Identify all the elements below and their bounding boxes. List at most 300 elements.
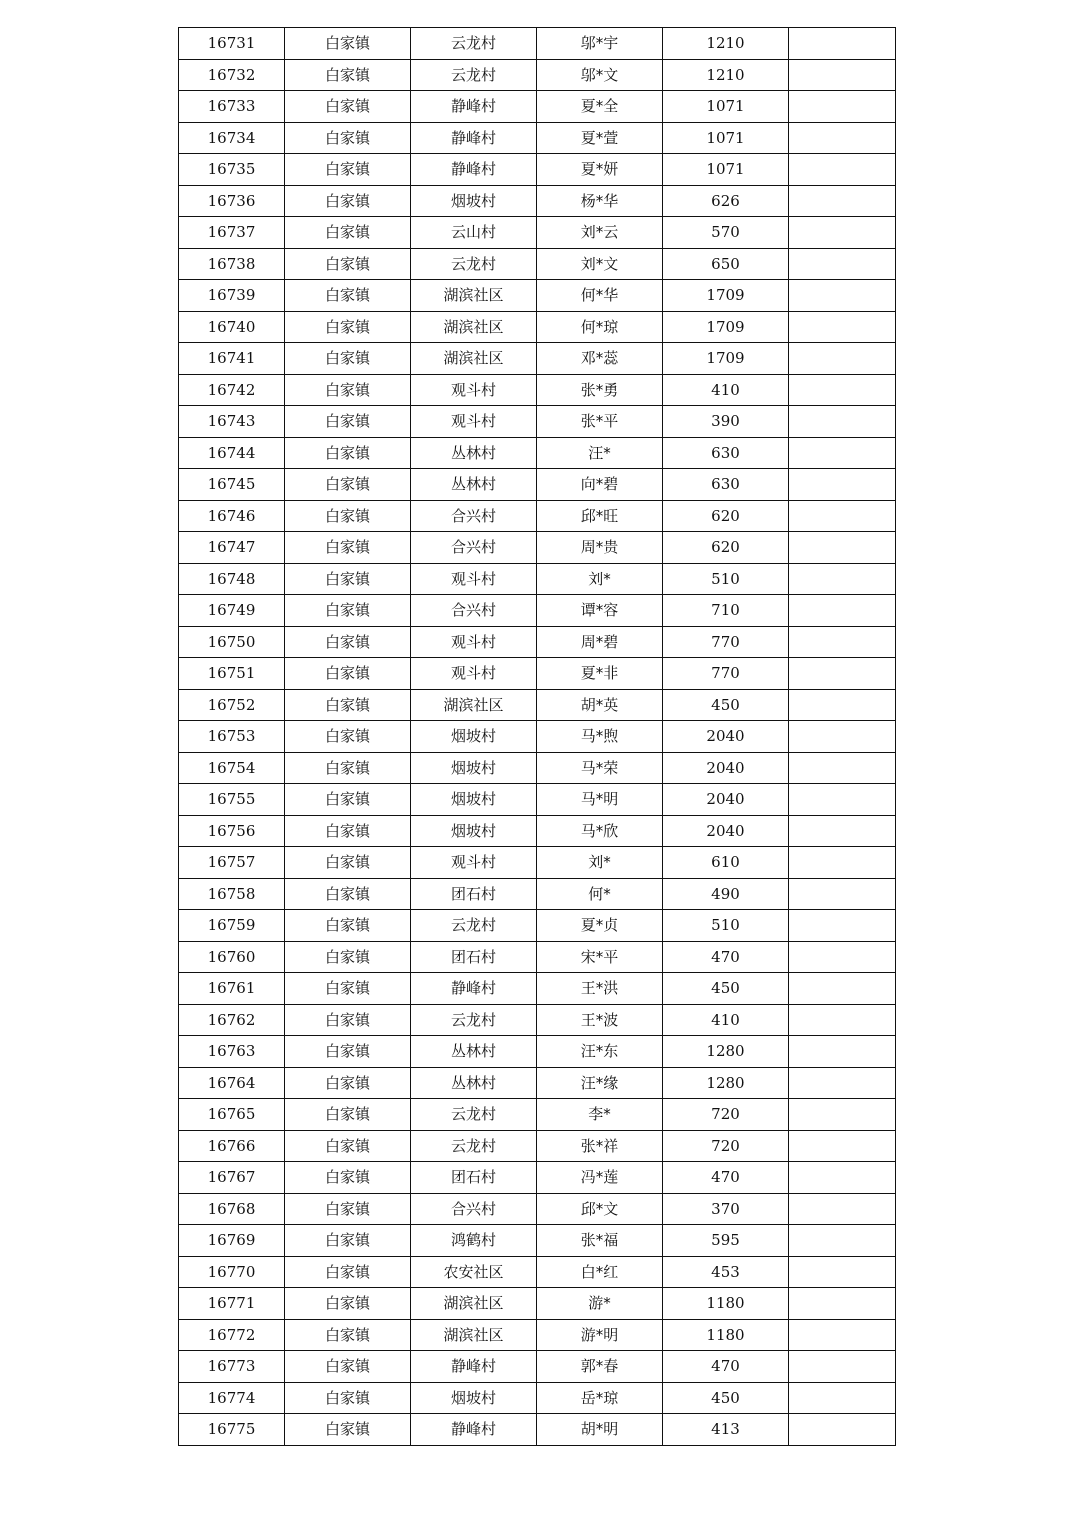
cell-village: 烟坡村 bbox=[411, 784, 537, 816]
cell-note bbox=[789, 122, 896, 154]
cell-note bbox=[789, 847, 896, 879]
cell-name: 邓*蕊 bbox=[537, 343, 663, 375]
cell-name: 张*勇 bbox=[537, 374, 663, 406]
cell-note bbox=[789, 91, 896, 123]
cell-amount: 630 bbox=[663, 469, 789, 501]
cell-amount: 1071 bbox=[663, 91, 789, 123]
table-row bbox=[179, 752, 896, 784]
cell-amount: 510 bbox=[663, 910, 789, 942]
table-row bbox=[179, 1193, 896, 1225]
cell-note bbox=[789, 374, 896, 406]
cell-amount: 450 bbox=[663, 973, 789, 1005]
cell-village: 丛林村 bbox=[411, 1067, 537, 1099]
cell-village: 湖滨社区 bbox=[411, 1288, 537, 1320]
cell-amount: 770 bbox=[663, 658, 789, 690]
cell-id: 16734 bbox=[179, 122, 285, 154]
cell-village: 静峰村 bbox=[411, 154, 537, 186]
cell-name: 何*琼 bbox=[537, 311, 663, 343]
cell-name: 何*华 bbox=[537, 280, 663, 312]
cell-town: 白家镇 bbox=[285, 595, 411, 627]
cell-name: 向*碧 bbox=[537, 469, 663, 501]
cell-note bbox=[789, 1414, 896, 1446]
cell-town: 白家镇 bbox=[285, 154, 411, 186]
cell-name: 周*贵 bbox=[537, 532, 663, 564]
cell-town: 白家镇 bbox=[285, 626, 411, 658]
table-row bbox=[179, 1067, 896, 1099]
cell-town: 白家镇 bbox=[285, 1067, 411, 1099]
table-row bbox=[179, 1382, 896, 1414]
cell-note bbox=[789, 1256, 896, 1288]
cell-town: 白家镇 bbox=[285, 280, 411, 312]
cell-town: 白家镇 bbox=[285, 28, 411, 60]
cell-name: 刘*云 bbox=[537, 217, 663, 249]
table-row bbox=[179, 406, 896, 438]
cell-village: 观斗村 bbox=[411, 658, 537, 690]
cell-note bbox=[789, 658, 896, 690]
cell-town: 白家镇 bbox=[285, 910, 411, 942]
cell-town: 白家镇 bbox=[285, 1414, 411, 1446]
table-row bbox=[179, 437, 896, 469]
cell-amount: 370 bbox=[663, 1193, 789, 1225]
cell-village: 农安社区 bbox=[411, 1256, 537, 1288]
cell-id: 16761 bbox=[179, 973, 285, 1005]
cell-town: 白家镇 bbox=[285, 1130, 411, 1162]
cell-town: 白家镇 bbox=[285, 847, 411, 879]
cell-note bbox=[789, 1099, 896, 1131]
cell-town: 白家镇 bbox=[285, 217, 411, 249]
cell-town: 白家镇 bbox=[285, 1162, 411, 1194]
cell-village: 湖滨社区 bbox=[411, 689, 537, 721]
cell-id: 16774 bbox=[179, 1382, 285, 1414]
table-row bbox=[179, 1351, 896, 1383]
cell-town: 白家镇 bbox=[285, 311, 411, 343]
cell-note bbox=[789, 406, 896, 438]
cell-name: 郭*春 bbox=[537, 1351, 663, 1383]
cell-id: 16748 bbox=[179, 563, 285, 595]
cell-town: 白家镇 bbox=[285, 784, 411, 816]
cell-town: 白家镇 bbox=[285, 815, 411, 847]
cell-name: 岳*琼 bbox=[537, 1382, 663, 1414]
cell-name: 张*平 bbox=[537, 406, 663, 438]
cell-village: 观斗村 bbox=[411, 406, 537, 438]
cell-town: 白家镇 bbox=[285, 689, 411, 721]
cell-village: 合兴村 bbox=[411, 500, 537, 532]
cell-amount: 595 bbox=[663, 1225, 789, 1257]
cell-town: 白家镇 bbox=[285, 185, 411, 217]
cell-id: 16752 bbox=[179, 689, 285, 721]
cell-name: 邱*旺 bbox=[537, 500, 663, 532]
cell-note bbox=[789, 248, 896, 280]
cell-id: 16745 bbox=[179, 469, 285, 501]
cell-id: 16733 bbox=[179, 91, 285, 123]
cell-name: 汪*缘 bbox=[537, 1067, 663, 1099]
table-row bbox=[179, 248, 896, 280]
cell-note bbox=[789, 1319, 896, 1351]
cell-name: 胡*英 bbox=[537, 689, 663, 721]
cell-village: 云龙村 bbox=[411, 59, 537, 91]
cell-name: 汪* bbox=[537, 437, 663, 469]
cell-id: 16755 bbox=[179, 784, 285, 816]
cell-note bbox=[789, 1004, 896, 1036]
cell-id: 16746 bbox=[179, 500, 285, 532]
cell-note bbox=[789, 280, 896, 312]
cell-amount: 410 bbox=[663, 374, 789, 406]
table-row bbox=[179, 500, 896, 532]
table-row bbox=[179, 343, 896, 375]
cell-id: 16740 bbox=[179, 311, 285, 343]
cell-note bbox=[789, 343, 896, 375]
table-row bbox=[179, 721, 896, 753]
cell-name: 马*欣 bbox=[537, 815, 663, 847]
cell-village: 合兴村 bbox=[411, 1193, 537, 1225]
cell-name: 周*碧 bbox=[537, 626, 663, 658]
cell-amount: 510 bbox=[663, 563, 789, 595]
cell-town: 白家镇 bbox=[285, 437, 411, 469]
cell-id: 16732 bbox=[179, 59, 285, 91]
table-row bbox=[179, 847, 896, 879]
cell-note bbox=[789, 311, 896, 343]
cell-village: 云山村 bbox=[411, 217, 537, 249]
cell-id: 16731 bbox=[179, 28, 285, 60]
cell-name: 冯*莲 bbox=[537, 1162, 663, 1194]
cell-village: 烟坡村 bbox=[411, 185, 537, 217]
table-row bbox=[179, 1414, 896, 1446]
cell-id: 16747 bbox=[179, 532, 285, 564]
cell-name: 白*红 bbox=[537, 1256, 663, 1288]
table-row bbox=[179, 1288, 896, 1320]
table-row bbox=[179, 122, 896, 154]
cell-name: 汪*东 bbox=[537, 1036, 663, 1068]
cell-village: 云龙村 bbox=[411, 28, 537, 60]
cell-village: 合兴村 bbox=[411, 595, 537, 627]
cell-id: 16750 bbox=[179, 626, 285, 658]
cell-note bbox=[789, 941, 896, 973]
cell-village: 观斗村 bbox=[411, 847, 537, 879]
cell-note bbox=[789, 500, 896, 532]
cell-town: 白家镇 bbox=[285, 973, 411, 1005]
cell-id: 16738 bbox=[179, 248, 285, 280]
cell-name: 王*洪 bbox=[537, 973, 663, 1005]
cell-name: 游*明 bbox=[537, 1319, 663, 1351]
cell-amount: 630 bbox=[663, 437, 789, 469]
cell-name: 邬*文 bbox=[537, 59, 663, 91]
cell-amount: 1071 bbox=[663, 154, 789, 186]
table-row bbox=[179, 1162, 896, 1194]
cell-village: 静峰村 bbox=[411, 1414, 537, 1446]
cell-amount: 413 bbox=[663, 1414, 789, 1446]
cell-amount: 770 bbox=[663, 626, 789, 658]
table-row bbox=[179, 1319, 896, 1351]
cell-note bbox=[789, 1067, 896, 1099]
table-row bbox=[179, 784, 896, 816]
cell-name: 马*煦 bbox=[537, 721, 663, 753]
cell-village: 烟坡村 bbox=[411, 752, 537, 784]
cell-amount: 2040 bbox=[663, 721, 789, 753]
cell-name: 胡*明 bbox=[537, 1414, 663, 1446]
cell-village: 静峰村 bbox=[411, 91, 537, 123]
cell-name: 张*祥 bbox=[537, 1130, 663, 1162]
cell-amount: 610 bbox=[663, 847, 789, 879]
cell-amount: 453 bbox=[663, 1256, 789, 1288]
cell-amount: 620 bbox=[663, 500, 789, 532]
table-row bbox=[179, 973, 896, 1005]
cell-town: 白家镇 bbox=[285, 343, 411, 375]
table-row bbox=[179, 563, 896, 595]
cell-note bbox=[789, 185, 896, 217]
cell-amount: 570 bbox=[663, 217, 789, 249]
cell-name: 马*荣 bbox=[537, 752, 663, 784]
cell-amount: 390 bbox=[663, 406, 789, 438]
table-row bbox=[179, 626, 896, 658]
cell-note bbox=[789, 1288, 896, 1320]
cell-note bbox=[789, 469, 896, 501]
cell-amount: 1210 bbox=[663, 28, 789, 60]
cell-amount: 1280 bbox=[663, 1036, 789, 1068]
cell-id: 16759 bbox=[179, 910, 285, 942]
cell-town: 白家镇 bbox=[285, 1225, 411, 1257]
cell-note bbox=[789, 878, 896, 910]
cell-id: 16763 bbox=[179, 1036, 285, 1068]
cell-amount: 710 bbox=[663, 595, 789, 627]
table-row bbox=[179, 59, 896, 91]
table-row bbox=[179, 28, 896, 60]
cell-id: 16736 bbox=[179, 185, 285, 217]
cell-amount: 2040 bbox=[663, 815, 789, 847]
table-row bbox=[179, 154, 896, 186]
table-row bbox=[179, 910, 896, 942]
cell-name: 游* bbox=[537, 1288, 663, 1320]
table-row bbox=[179, 374, 896, 406]
cell-town: 白家镇 bbox=[285, 122, 411, 154]
table-row bbox=[179, 1225, 896, 1257]
cell-village: 云龙村 bbox=[411, 248, 537, 280]
table-body bbox=[179, 28, 896, 1446]
cell-name: 张*福 bbox=[537, 1225, 663, 1257]
cell-note bbox=[789, 563, 896, 595]
table-row bbox=[179, 311, 896, 343]
cell-town: 白家镇 bbox=[285, 1099, 411, 1131]
cell-name: 夏*萱 bbox=[537, 122, 663, 154]
cell-village: 丛林村 bbox=[411, 1036, 537, 1068]
table-row bbox=[179, 185, 896, 217]
cell-id: 16758 bbox=[179, 878, 285, 910]
cell-note bbox=[789, 59, 896, 91]
table-row bbox=[179, 280, 896, 312]
data-table bbox=[178, 27, 896, 1446]
table-row bbox=[179, 91, 896, 123]
cell-amount: 450 bbox=[663, 689, 789, 721]
cell-note bbox=[789, 1130, 896, 1162]
table-row bbox=[179, 878, 896, 910]
cell-id: 16770 bbox=[179, 1256, 285, 1288]
cell-amount: 470 bbox=[663, 1351, 789, 1383]
cell-town: 白家镇 bbox=[285, 1288, 411, 1320]
cell-town: 白家镇 bbox=[285, 1256, 411, 1288]
table-row bbox=[179, 1004, 896, 1036]
cell-note bbox=[789, 595, 896, 627]
cell-note bbox=[789, 1382, 896, 1414]
cell-village: 烟坡村 bbox=[411, 815, 537, 847]
cell-id: 16766 bbox=[179, 1130, 285, 1162]
table-row bbox=[179, 941, 896, 973]
cell-note bbox=[789, 626, 896, 658]
cell-town: 白家镇 bbox=[285, 1004, 411, 1036]
cell-id: 16753 bbox=[179, 721, 285, 753]
cell-amount: 490 bbox=[663, 878, 789, 910]
cell-amount: 1180 bbox=[663, 1319, 789, 1351]
table-row bbox=[179, 1099, 896, 1131]
cell-town: 白家镇 bbox=[285, 1319, 411, 1351]
cell-town: 白家镇 bbox=[285, 752, 411, 784]
cell-note bbox=[789, 815, 896, 847]
cell-town: 白家镇 bbox=[285, 469, 411, 501]
cell-amount: 626 bbox=[663, 185, 789, 217]
cell-amount: 2040 bbox=[663, 784, 789, 816]
table-row bbox=[179, 689, 896, 721]
cell-note bbox=[789, 217, 896, 249]
cell-id: 16762 bbox=[179, 1004, 285, 1036]
cell-town: 白家镇 bbox=[285, 532, 411, 564]
cell-note bbox=[789, 28, 896, 60]
cell-village: 静峰村 bbox=[411, 973, 537, 1005]
cell-name: 谭*容 bbox=[537, 595, 663, 627]
cell-id: 16754 bbox=[179, 752, 285, 784]
cell-id: 16751 bbox=[179, 658, 285, 690]
cell-town: 白家镇 bbox=[285, 374, 411, 406]
cell-note bbox=[789, 1225, 896, 1257]
cell-amount: 650 bbox=[663, 248, 789, 280]
cell-name: 邬*宇 bbox=[537, 28, 663, 60]
cell-name: 刘* bbox=[537, 563, 663, 595]
cell-id: 16764 bbox=[179, 1067, 285, 1099]
cell-note bbox=[789, 721, 896, 753]
cell-village: 云龙村 bbox=[411, 1004, 537, 1036]
cell-id: 16772 bbox=[179, 1319, 285, 1351]
cell-village: 云龙村 bbox=[411, 1099, 537, 1131]
cell-amount: 1280 bbox=[663, 1067, 789, 1099]
cell-name: 宋*平 bbox=[537, 941, 663, 973]
cell-town: 白家镇 bbox=[285, 248, 411, 280]
cell-id: 16771 bbox=[179, 1288, 285, 1320]
cell-id: 16769 bbox=[179, 1225, 285, 1257]
cell-village: 湖滨社区 bbox=[411, 343, 537, 375]
cell-name: 夏*非 bbox=[537, 658, 663, 690]
cell-town: 白家镇 bbox=[285, 721, 411, 753]
table-row bbox=[179, 532, 896, 564]
cell-amount: 1709 bbox=[663, 311, 789, 343]
cell-town: 白家镇 bbox=[285, 658, 411, 690]
cell-id: 16743 bbox=[179, 406, 285, 438]
cell-amount: 720 bbox=[663, 1130, 789, 1162]
cell-id: 16775 bbox=[179, 1414, 285, 1446]
cell-village: 鸿鹤村 bbox=[411, 1225, 537, 1257]
cell-village: 静峰村 bbox=[411, 1351, 537, 1383]
cell-village: 云龙村 bbox=[411, 1130, 537, 1162]
cell-id: 16737 bbox=[179, 217, 285, 249]
cell-town: 白家镇 bbox=[285, 500, 411, 532]
table-row bbox=[179, 469, 896, 501]
cell-note bbox=[789, 1036, 896, 1068]
table-row bbox=[179, 658, 896, 690]
cell-name: 夏*贞 bbox=[537, 910, 663, 942]
cell-id: 16773 bbox=[179, 1351, 285, 1383]
cell-name: 王*波 bbox=[537, 1004, 663, 1036]
cell-note bbox=[789, 1351, 896, 1383]
cell-town: 白家镇 bbox=[285, 406, 411, 438]
cell-village: 丛林村 bbox=[411, 469, 537, 501]
cell-village: 烟坡村 bbox=[411, 721, 537, 753]
table-row bbox=[179, 1130, 896, 1162]
cell-id: 16744 bbox=[179, 437, 285, 469]
cell-village: 湖滨社区 bbox=[411, 311, 537, 343]
cell-id: 16749 bbox=[179, 595, 285, 627]
cell-id: 16741 bbox=[179, 343, 285, 375]
cell-village: 观斗村 bbox=[411, 374, 537, 406]
cell-town: 白家镇 bbox=[285, 878, 411, 910]
cell-name: 夏*妍 bbox=[537, 154, 663, 186]
cell-id: 16739 bbox=[179, 280, 285, 312]
cell-town: 白家镇 bbox=[285, 1382, 411, 1414]
cell-name: 邱*文 bbox=[537, 1193, 663, 1225]
cell-note bbox=[789, 1193, 896, 1225]
cell-name: 刘*文 bbox=[537, 248, 663, 280]
cell-name: 杨*华 bbox=[537, 185, 663, 217]
cell-amount: 450 bbox=[663, 1382, 789, 1414]
cell-amount: 2040 bbox=[663, 752, 789, 784]
cell-amount: 1071 bbox=[663, 122, 789, 154]
cell-amount: 1210 bbox=[663, 59, 789, 91]
cell-village: 云龙村 bbox=[411, 910, 537, 942]
cell-village: 观斗村 bbox=[411, 626, 537, 658]
cell-village: 观斗村 bbox=[411, 563, 537, 595]
cell-village: 合兴村 bbox=[411, 532, 537, 564]
cell-name: 马*明 bbox=[537, 784, 663, 816]
cell-amount: 1709 bbox=[663, 343, 789, 375]
cell-town: 白家镇 bbox=[285, 563, 411, 595]
cell-note bbox=[789, 154, 896, 186]
table-row bbox=[179, 595, 896, 627]
cell-village: 烟坡村 bbox=[411, 1382, 537, 1414]
cell-town: 白家镇 bbox=[285, 941, 411, 973]
table-row bbox=[179, 217, 896, 249]
cell-note bbox=[789, 752, 896, 784]
cell-town: 白家镇 bbox=[285, 1351, 411, 1383]
cell-id: 16765 bbox=[179, 1099, 285, 1131]
cell-village: 丛林村 bbox=[411, 437, 537, 469]
cell-amount: 620 bbox=[663, 532, 789, 564]
cell-village: 静峰村 bbox=[411, 122, 537, 154]
cell-name: 何* bbox=[537, 878, 663, 910]
cell-note bbox=[789, 689, 896, 721]
cell-id: 16735 bbox=[179, 154, 285, 186]
cell-town: 白家镇 bbox=[285, 91, 411, 123]
table-row bbox=[179, 815, 896, 847]
cell-name: 夏*全 bbox=[537, 91, 663, 123]
cell-note bbox=[789, 910, 896, 942]
cell-id: 16757 bbox=[179, 847, 285, 879]
cell-amount: 470 bbox=[663, 941, 789, 973]
cell-amount: 410 bbox=[663, 1004, 789, 1036]
cell-note bbox=[789, 532, 896, 564]
cell-id: 16768 bbox=[179, 1193, 285, 1225]
cell-note bbox=[789, 437, 896, 469]
cell-amount: 720 bbox=[663, 1099, 789, 1131]
cell-note bbox=[789, 973, 896, 1005]
cell-village: 团石村 bbox=[411, 1162, 537, 1194]
cell-id: 16756 bbox=[179, 815, 285, 847]
table-row bbox=[179, 1036, 896, 1068]
cell-town: 白家镇 bbox=[285, 1193, 411, 1225]
